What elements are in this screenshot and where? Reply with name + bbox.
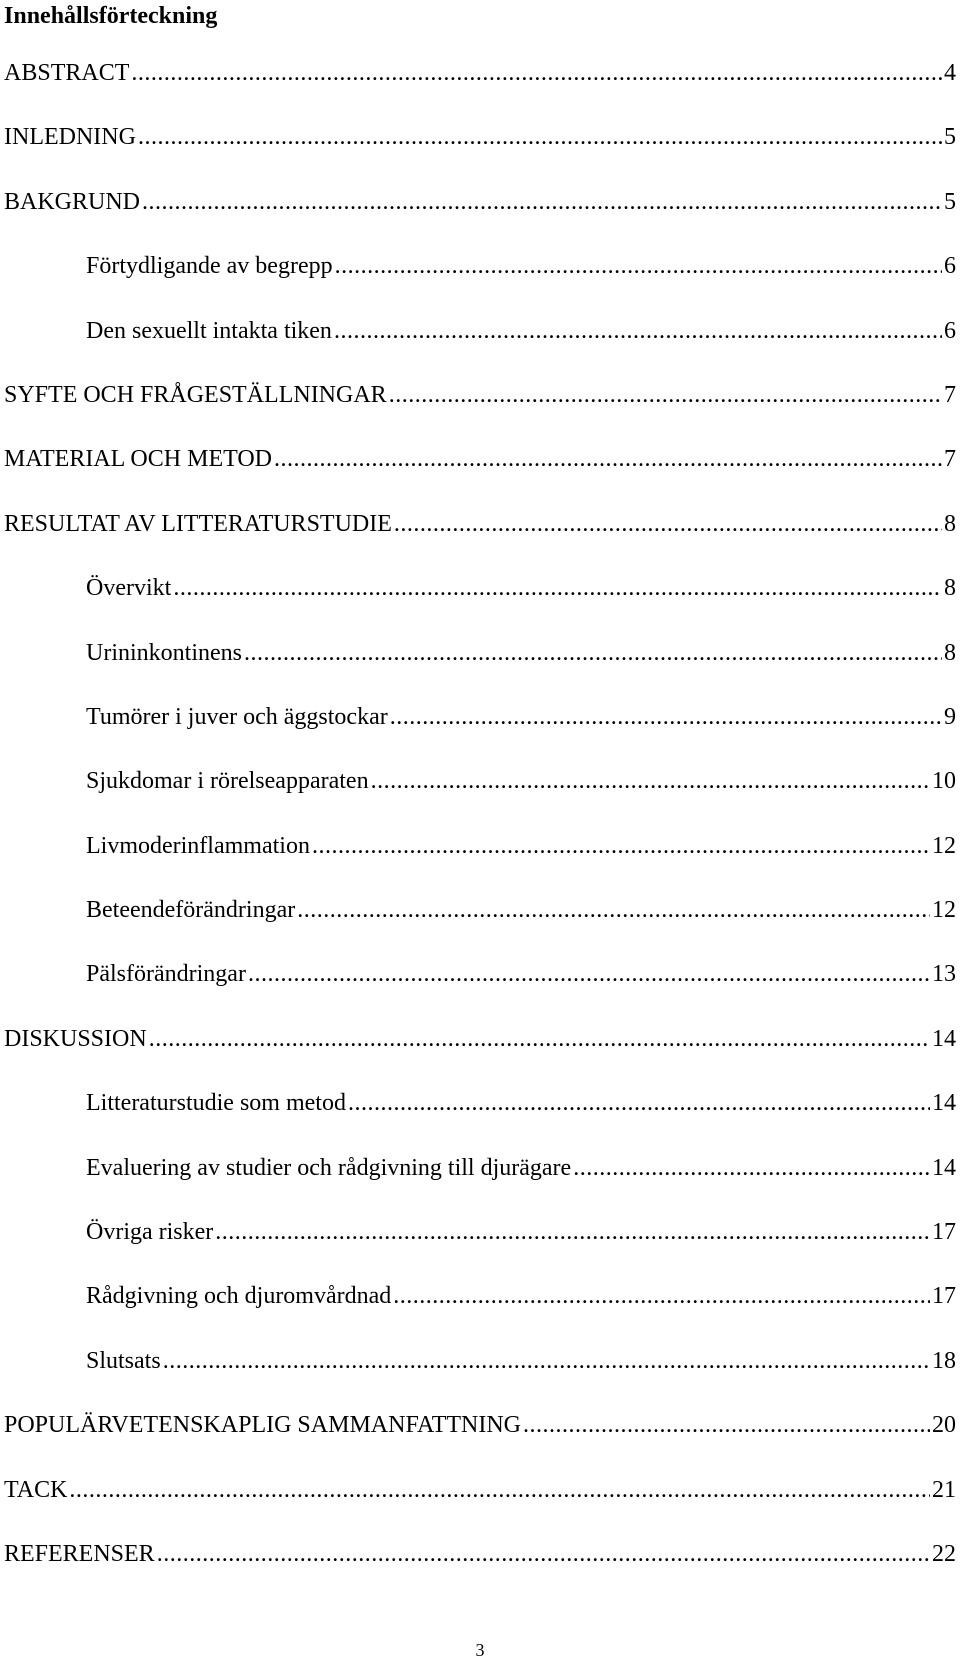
toc-entry-radgivning-och-djuromvardnad bbox=[0, 1279, 960, 1343]
toc-entry-syfte-och-fragestallningar bbox=[0, 378, 960, 442]
toc-entry-title: Rådgivning och djuromvårdnad bbox=[86, 1283, 392, 1310]
dot-leader bbox=[371, 764, 930, 798]
toc-entry-referenser bbox=[0, 1537, 960, 1601]
dot-leader bbox=[390, 700, 942, 734]
table-of-contents bbox=[0, 56, 960, 1601]
toc-entry-slutsats bbox=[0, 1344, 960, 1408]
dot-leader bbox=[244, 636, 942, 670]
toc-entry-page: 5 bbox=[944, 188, 956, 215]
toc-entry-title: POPULÄRVETENSKAPLIG SAMMANFATTNING bbox=[4, 1412, 521, 1439]
toc-entry-urininkontinens bbox=[0, 636, 960, 700]
toc-entry-sjukdomar-i-rorelseapparaten bbox=[0, 764, 960, 828]
toc-link-syfte-och-fragestallningar[interactable] bbox=[4, 378, 956, 412]
toc-entry-tack bbox=[0, 1473, 960, 1537]
toc-entry-page: 12 bbox=[932, 832, 956, 859]
toc-entry-title: Övervikt bbox=[86, 575, 172, 602]
toc-link-livmoderinflammation[interactable] bbox=[86, 829, 956, 863]
toc-entry-page: 13 bbox=[932, 961, 956, 988]
toc-entry-page: 20 bbox=[932, 1412, 956, 1439]
toc-entry-title: REFERENSER bbox=[4, 1540, 155, 1567]
toc-entry-page: 12 bbox=[932, 897, 956, 924]
toc-entry-title: BAKGRUND bbox=[4, 188, 141, 215]
toc-entry-material-och-metod bbox=[0, 442, 960, 506]
dot-leader bbox=[138, 120, 942, 154]
toc-entry-page: 21 bbox=[932, 1476, 956, 1503]
dot-leader bbox=[297, 893, 930, 927]
toc-entry-title: Övriga risker bbox=[86, 1219, 214, 1246]
toc-link-den-sexuellt-intakta-tiken[interactable] bbox=[86, 314, 956, 348]
toc-entry-page: 7 bbox=[944, 381, 956, 408]
dot-leader bbox=[389, 378, 942, 412]
toc-link-palsforandringar[interactable] bbox=[86, 957, 956, 991]
toc-entry-title: TACK bbox=[4, 1476, 68, 1503]
dot-leader bbox=[312, 829, 930, 863]
toc-entry-title: Beteendeförändringar bbox=[86, 897, 296, 924]
toc-entry-page: 8 bbox=[944, 510, 956, 537]
toc-link-material-och-metod[interactable] bbox=[4, 442, 956, 476]
toc-entry-bakgrund bbox=[0, 185, 960, 249]
dot-leader bbox=[334, 314, 942, 348]
dot-leader bbox=[157, 1537, 930, 1571]
toc-entry-title: Litteraturstudie som metod bbox=[86, 1090, 346, 1117]
toc-entry-livmoderinflammation bbox=[0, 829, 960, 893]
dot-leader bbox=[149, 1022, 930, 1056]
toc-entry-title: Tumörer i juver och äggstockar bbox=[86, 703, 388, 730]
toc-entry-title: Sjukdomar i rörelseapparaten bbox=[86, 768, 369, 795]
toc-heading: Innehållsförteckning bbox=[4, 3, 218, 29]
toc-link-bakgrund[interactable] bbox=[4, 185, 956, 219]
toc-entry-page: 6 bbox=[944, 253, 956, 280]
toc-entry-palsforandringar bbox=[0, 957, 960, 1021]
toc-entry-title: Förtydligande av begrepp bbox=[86, 253, 333, 280]
toc-entry-title: MATERIAL OCH METOD bbox=[4, 446, 272, 473]
dot-leader bbox=[163, 1344, 930, 1378]
toc-link-urininkontinens[interactable] bbox=[86, 636, 956, 670]
toc-entry-page: 8 bbox=[944, 639, 956, 666]
toc-entry-ovriga-risker bbox=[0, 1215, 960, 1279]
toc-link-radgivning-och-djuromvardnad[interactable] bbox=[86, 1279, 956, 1313]
toc-entry-popularvetenskaplig-sammanfattning bbox=[0, 1408, 960, 1472]
toc-link-litteraturstudie-som-metod[interactable] bbox=[86, 1086, 956, 1120]
toc-entry-title: ABSTRACT bbox=[4, 60, 130, 86]
toc-entry-page: 17 bbox=[932, 1283, 956, 1310]
toc-entry-den-sexuellt-intakta-tiken bbox=[0, 314, 960, 378]
toc-entry-page: 14 bbox=[932, 1025, 956, 1052]
toc-link-popularvetenskaplig-sammanfattning[interactable] bbox=[4, 1408, 956, 1442]
toc-link-overvikt[interactable] bbox=[86, 571, 956, 605]
toc-entry-page: 8 bbox=[944, 575, 956, 602]
toc-entry-title: Livmoderinflammation bbox=[86, 832, 310, 859]
toc-entry-page: 14 bbox=[932, 1154, 956, 1181]
toc-entry-title: Evaluering av studier och rådgivning till djurägare bbox=[86, 1154, 572, 1181]
toc-entry-title: Den sexuellt intakta tiken bbox=[86, 317, 332, 344]
toc-entry-page: 7 bbox=[944, 446, 956, 473]
toc-entry-title: SYFTE OCH FRÅGESTÄLLNINGAR bbox=[4, 381, 387, 408]
dot-leader bbox=[573, 1151, 930, 1185]
dot-leader bbox=[131, 56, 942, 90]
toc-entry-title: INLEDNING bbox=[4, 124, 136, 151]
toc-entry-page: 5 bbox=[944, 124, 956, 151]
dot-leader bbox=[69, 1473, 930, 1507]
toc-link-abstract[interactable] bbox=[4, 56, 956, 90]
toc-entry-resultat-av-litteraturstudie bbox=[0, 507, 960, 571]
dot-leader bbox=[523, 1408, 930, 1442]
toc-entry-tumorer-i-juver-och-aggstockar bbox=[0, 700, 960, 764]
toc-link-tumorer-i-juver-och-aggstockar[interactable] bbox=[86, 700, 956, 734]
toc-entry-page: 4 bbox=[944, 60, 956, 86]
toc-link-sjukdomar-i-rorelseapparaten[interactable] bbox=[86, 764, 956, 798]
toc-entry-title: Urininkontinens bbox=[86, 639, 242, 666]
toc-entry-diskussion bbox=[0, 1022, 960, 1086]
toc-entry-page: 9 bbox=[944, 703, 956, 730]
toc-entry-page: 17 bbox=[932, 1219, 956, 1246]
toc-entry-page: 22 bbox=[932, 1540, 956, 1567]
dot-leader bbox=[173, 571, 942, 605]
toc-link-fortydligande-av-begrepp[interactable] bbox=[86, 249, 956, 283]
toc-entry-overvikt bbox=[0, 571, 960, 635]
toc-entry-title: RESULTAT AV LITTERATURSTUDIE bbox=[4, 510, 392, 537]
dot-leader bbox=[393, 1279, 930, 1313]
dot-leader bbox=[394, 507, 942, 541]
toc-link-evaluering-av-studier[interactable] bbox=[86, 1151, 956, 1185]
toc-entry-litteraturstudie-som-metod bbox=[0, 1086, 960, 1150]
toc-link-inledning[interactable] bbox=[4, 120, 956, 154]
toc-link-slutsats[interactable] bbox=[86, 1344, 956, 1378]
toc-link-referenser[interactable] bbox=[4, 1537, 956, 1571]
toc-entry-page: 6 bbox=[944, 317, 956, 344]
toc-entry-title: DISKUSSION bbox=[4, 1025, 147, 1052]
toc-link-beteendeforandringar[interactable] bbox=[86, 893, 956, 927]
toc-entry-title: Slutsats bbox=[86, 1347, 161, 1374]
toc-entry-page: 14 bbox=[932, 1090, 956, 1117]
dot-leader bbox=[335, 249, 942, 283]
dot-leader bbox=[142, 185, 942, 219]
toc-entry-fortydligande-av-begrepp bbox=[0, 249, 960, 313]
toc-entry-title: Pälsförändringar bbox=[86, 961, 246, 988]
dot-leader bbox=[215, 1215, 930, 1249]
toc-entry-beteendeforandringar bbox=[0, 893, 960, 957]
toc-entry-evaluering-av-studier bbox=[0, 1151, 960, 1215]
toc-entry-page: 18 bbox=[932, 1347, 956, 1374]
toc-link-tack[interactable] bbox=[4, 1473, 956, 1507]
dot-leader bbox=[248, 957, 930, 991]
toc-entry-inledning bbox=[0, 120, 960, 184]
toc-link-resultat-av-litteraturstudie[interactable] bbox=[4, 507, 956, 541]
toc-entry-abstract bbox=[0, 56, 960, 120]
page-number: 3 bbox=[475, 1640, 485, 1660]
dot-leader bbox=[348, 1086, 930, 1120]
toc-link-diskussion[interactable] bbox=[4, 1022, 956, 1056]
dot-leader bbox=[274, 442, 942, 476]
toc-link-ovriga-risker[interactable] bbox=[86, 1215, 956, 1249]
toc-entry-page: 10 bbox=[932, 768, 956, 795]
